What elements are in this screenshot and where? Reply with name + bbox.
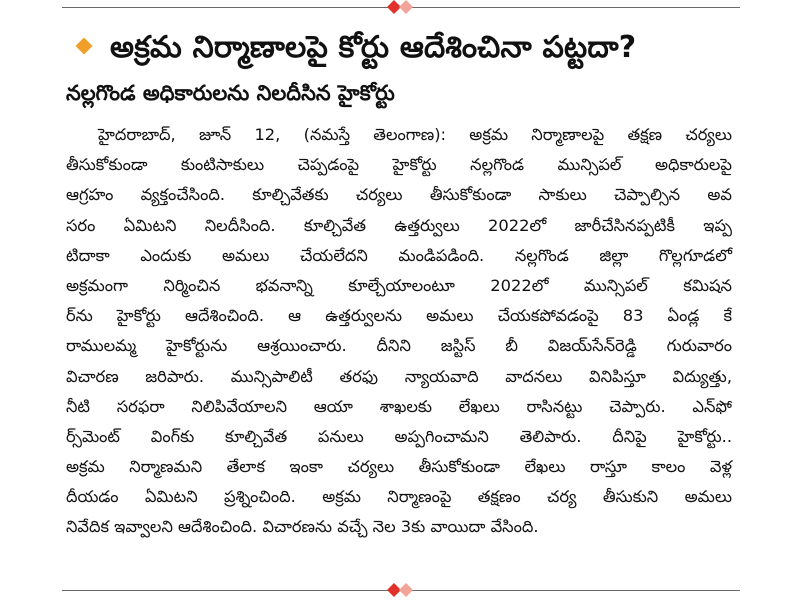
body-line: ర్‌ను హైకోర్టు ఆదేశించింది. ఆ ఉత్తర్వులను అమలు చేయకపోవడంపై 83 ఏండ్ల కే [66,306,732,326]
article-headline [78,26,636,70]
diamond-ornament-icon [383,0,417,17]
article-body [66,120,732,543]
body-line: నివేదిక ఇవ్వాలని ఆదేశించింది. విచారణను వచ్చే నెల 3కు వాయిదా వేసింది. [66,517,539,537]
body-line: నీటి సరఫరా నిలిపివేయాలని ఆయా శాఖలకు లేఖలు రాసినట్టు చెప్పారు. ఎన్‌ఫో [66,396,732,416]
body-line: తీసుకోకుండా కుంటిసాకులు చెప్పడంపై హైకోర్టు నల్లగొండ మున్సిపల్ అధికారులపై [66,155,732,175]
body-line: ర్స్‌మెంట్ వింగ్‌కు కూల్చివేత పనులు అప్పగించామని తెలిపారు. దీనిపై హైకోర్టు.. [66,426,732,446]
body-line: సరం ఏమిటని నిలదీసింది. కూల్చివేత ఉత్తర్వులు 2022లో జారీచేసినప్పటికీ ఇప్ప [66,215,732,235]
diamond-ornament-icon [383,580,417,600]
body-line: రాములమ్మ హైకోర్టును ఆశ్రయించారు. దీనిని జస్టిస్ బీ విజయ్‌సేన్‌రెడ్డి గురువారం [66,336,732,356]
body-line: ఆగ్రహం వ్యక్తంచేసింది. కూల్చివేతకు చర్యలు తీసుకోకుండా సాకులు చెప్పాల్సిన అవ [66,185,732,205]
body-line: విచారణ జరిపారు. మున్సిపాలిటీ తరఫు న్యాయవాది వాదనలు వినిపిస్తూ విద్యుత్తు, [66,366,732,386]
headline-text: అక్రమ నిర్మాణాలపై కోర్టు ఆదేశించినా పట్టదా? [110,30,637,65]
body-line: హైదరాబాద్, జూన్ 12, (నమస్తే తెలంగాణ): అక్రమ నిర్మాణాలపై తక్షణ చర్యలు [98,125,732,144]
body-line: దీయడం ఏమిటని ప్రశ్నించింది. అక్రమ నిర్మాణంపై తక్షణం చర్య తీసుకుని అమలు [66,487,732,507]
body-line: అక్రమ నిర్మాణమని తేలాక ఇంకా చర్యలు తీసుకోకుండా లేఖలు రాస్తూ కాలం వెళ్ల [66,457,732,477]
body-line: అక్రమంగా నిర్మించిన భవనాన్ని కూల్చేయాలంటూ 2022లో మున్సిపల్ కమిషన [66,275,732,295]
orange-diamond-bullet-icon [76,37,93,54]
body-line: టిదాకా ఎందుకు అమలు చేయలేదని మండిపడింది. నల్లగొండ జిల్లా గొల్లగూడలో [66,245,732,265]
article-subheadline: నల్లగొండ అధికారులను నిలదీసిన హైకోర్టు [66,81,395,105]
